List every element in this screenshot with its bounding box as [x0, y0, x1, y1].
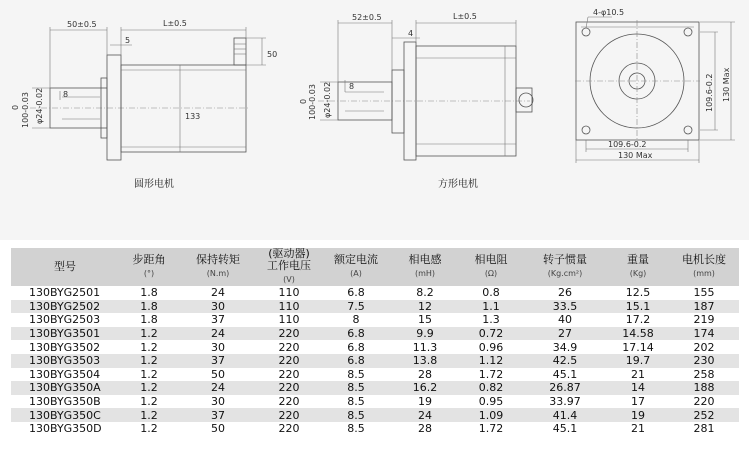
table-cell: 220	[278, 381, 300, 395]
model-cell: 130BYG2502	[29, 299, 101, 313]
table-cell: 110	[278, 313, 300, 327]
table-cell: 6.8	[347, 340, 365, 354]
square-dim-4: 4	[408, 29, 414, 38]
model-cell: 130BYG3504	[29, 367, 101, 381]
table-cell: 21	[631, 367, 645, 381]
header-label: 相电感	[408, 253, 442, 266]
table-cell: 0.95	[478, 395, 504, 409]
header-unit: (N.m)	[206, 269, 230, 278]
table-row	[11, 395, 739, 409]
flange-dim-bolt-v: 109.6-0.2	[705, 73, 714, 112]
bolt-hole-top-right	[684, 28, 692, 36]
table-cell: 19	[418, 395, 432, 409]
header-label: 保持转矩	[196, 253, 240, 266]
header-cell	[11, 248, 119, 286]
table-cell: 1.2	[140, 408, 158, 422]
round-motor-caption: 圆形电机	[134, 179, 174, 190]
header-label: 相电阻	[474, 253, 508, 266]
table-cell: 24	[418, 408, 432, 422]
table-cell: 1.2	[140, 354, 158, 368]
table-cell: 34.9	[552, 340, 578, 354]
table-cell: 45.1	[552, 367, 578, 381]
square-dim-shaft-100: 100-0.03	[308, 84, 317, 120]
table-cell: 26	[558, 286, 572, 300]
table-cell: 15	[418, 313, 432, 327]
header-unit: (Kg.cm²)	[547, 269, 583, 278]
table-cell: 187	[693, 299, 715, 313]
table-row	[11, 300, 739, 314]
table-cell: 219	[693, 313, 715, 327]
table-cell: 1.8	[140, 313, 158, 327]
bolt-hole-bottom-left	[582, 126, 590, 134]
round-dim-L: L±0.5	[163, 19, 187, 28]
square-dim-shaft-0: 0	[299, 98, 308, 104]
table-cell: 1.3	[482, 313, 500, 327]
table-cell: 12.5	[625, 286, 651, 300]
table-cell: 6.8	[347, 286, 365, 300]
table-cell: 1.2	[140, 422, 158, 436]
table-cell: 252	[693, 408, 715, 422]
table-cell: 202	[693, 340, 715, 354]
header-unit: (mm)	[693, 269, 715, 278]
table-cell: 19	[631, 408, 645, 422]
table-cell: 110	[278, 286, 300, 300]
header-label: 重量	[627, 253, 649, 266]
table-row	[11, 313, 739, 327]
table-row	[11, 286, 739, 300]
table-cell: 220	[278, 408, 300, 422]
table-cell: 30	[211, 395, 225, 409]
table-cell: 12	[418, 299, 432, 313]
table-cell: 11.3	[412, 340, 438, 354]
spec-table	[11, 248, 739, 436]
header-cell	[607, 248, 669, 286]
table-cell: 220	[278, 395, 300, 409]
spec-table-body	[11, 286, 739, 436]
header-label: 步距角	[132, 253, 166, 266]
table-cell: 41.4	[552, 408, 578, 422]
header-cell	[669, 248, 739, 286]
table-cell: 14.58	[622, 327, 654, 341]
table-cell: 8.5	[347, 408, 365, 422]
table-cell: 30	[211, 340, 225, 354]
table-cell: 1.72	[478, 367, 504, 381]
table-cell: 1.1	[482, 299, 500, 313]
model-cell: 130BYG2501	[29, 286, 101, 300]
model-cell: 130BYG350D	[29, 422, 102, 436]
table-cell: 110	[278, 299, 300, 313]
table-cell: 50	[211, 367, 225, 381]
table-cell: 1.8	[140, 286, 158, 300]
table-cell: 174	[693, 327, 715, 341]
table-cell: 8.2	[416, 286, 434, 300]
table-cell: 26.87	[549, 381, 581, 395]
table-row	[11, 354, 739, 368]
header-label: (驱动器)	[268, 247, 310, 260]
header-label: 电机长度	[682, 253, 726, 266]
flange-dim-max-v: 130 Max	[722, 67, 731, 102]
table-cell: 1.12	[478, 354, 504, 368]
header-cell	[119, 248, 179, 286]
table-cell: 6.8	[347, 354, 365, 368]
table-cell: 6.8	[347, 327, 365, 341]
round-dim-50-05: 50±0.5	[67, 20, 97, 29]
table-cell: 27	[558, 327, 572, 341]
header-label: 工作电压	[267, 259, 311, 272]
header-unit: (V)	[283, 275, 295, 284]
bolt-hole-bottom-right	[684, 126, 692, 134]
table-cell: 37	[211, 313, 225, 327]
bolt-hole-top-left	[582, 28, 590, 36]
table-cell: 50	[211, 422, 225, 436]
table-cell: 155	[693, 286, 715, 300]
header-row	[11, 248, 739, 286]
square-dim-L: L±0.5	[453, 12, 477, 21]
table-cell: 0.82	[478, 381, 504, 395]
table-cell: 9.9	[416, 327, 434, 341]
table-cell: 8.5	[347, 367, 365, 381]
table-row	[11, 381, 739, 395]
header-unit: (Kg)	[629, 269, 647, 278]
header-cell	[257, 248, 321, 286]
table-cell: 40	[558, 313, 572, 327]
model-cell: 130BYG350A	[29, 381, 101, 395]
model-cell: 130BYG3501	[29, 327, 101, 341]
square-motor-drawing	[299, 12, 533, 190]
table-cell: 1.2	[140, 381, 158, 395]
table-cell: 17.2	[625, 313, 651, 327]
table-cell: 37	[211, 354, 225, 368]
header-label: 额定电流	[334, 253, 378, 266]
square-dim-52: 52±0.5	[352, 13, 382, 22]
table-cell: 0.96	[478, 340, 504, 354]
table-cell: 15.1	[625, 299, 651, 313]
header-cell	[459, 248, 523, 286]
table-cell: 37	[211, 408, 225, 422]
model-cell: 130BYG2503	[29, 313, 101, 327]
table-cell: 8	[352, 313, 360, 327]
header-cell	[179, 248, 257, 286]
table-row	[11, 368, 739, 382]
table-cell: 45.1	[552, 422, 578, 436]
table-cell: 16.2	[412, 381, 438, 395]
round-dim-50: 50	[267, 50, 278, 59]
round-dim-5: 5	[125, 36, 131, 45]
table-row	[11, 327, 739, 341]
table-cell: 8.5	[347, 395, 365, 409]
table-cell: 24	[211, 286, 225, 300]
table-cell: 19.7	[625, 354, 651, 368]
table-cell: 1.8	[140, 299, 158, 313]
model-cell: 130BYG350C	[29, 408, 101, 422]
table-cell: 1.2	[140, 395, 158, 409]
flange-dim-max-h: 130 Max	[618, 151, 653, 160]
table-cell: 220	[693, 395, 715, 409]
flange-front-view	[575, 8, 735, 163]
table-cell: 24	[211, 381, 225, 395]
table-cell: 220	[278, 367, 300, 381]
round-dim-shaft-0: 0	[11, 104, 20, 110]
header-unit: (Ω)	[484, 269, 498, 278]
table-cell: 188	[693, 381, 715, 395]
table-cell: 230	[693, 354, 715, 368]
round-dim-shaft-100: 100-0.03	[21, 92, 30, 128]
table-cell: 8.5	[347, 381, 365, 395]
table-cell: 1.2	[140, 340, 158, 354]
header-label: 型号	[54, 260, 76, 273]
table-cell: 21	[631, 422, 645, 436]
model-cell: 130BYG3503	[29, 354, 101, 368]
table-cell: 220	[278, 327, 300, 341]
table-cell: 281	[693, 422, 715, 436]
round-dim-133: 133	[185, 112, 201, 121]
table-row	[11, 340, 739, 354]
table-cell: 14	[631, 381, 645, 395]
table-cell: 30	[211, 299, 225, 313]
flange-dim-bolt-h: 109.6-0.2	[608, 140, 647, 149]
table-cell: 7.5	[347, 299, 365, 313]
table-cell: 8.5	[347, 422, 365, 436]
square-dim-shaft-24: φ24-0.02	[323, 81, 332, 118]
model-cell: 130BYG350B	[29, 395, 101, 409]
table-cell: 42.5	[552, 354, 578, 368]
header-cell	[321, 248, 391, 286]
round-motor-drawing	[11, 19, 277, 190]
table-cell: 28	[418, 367, 432, 381]
table-cell: 17	[631, 395, 645, 409]
table-cell: 0.72	[478, 327, 504, 341]
square-motor-caption: 方形电机	[438, 179, 478, 190]
table-row	[11, 422, 739, 436]
table-cell: 220	[278, 422, 300, 436]
square-dim-8: 8	[349, 82, 355, 91]
table-cell: 33.97	[549, 395, 581, 409]
header-unit: (mH)	[414, 269, 436, 278]
header-label: 转子惯量	[543, 253, 587, 266]
table-cell: 220	[278, 340, 300, 354]
table-cell: 220	[278, 354, 300, 368]
table-cell: 1.09	[478, 408, 504, 422]
header-cell	[523, 248, 607, 286]
table-cell: 13.8	[412, 354, 438, 368]
table-cell: 1.72	[478, 422, 504, 436]
table-cell: 1.2	[140, 327, 158, 341]
table-cell: 17.14	[622, 340, 654, 354]
table-cell: 258	[693, 367, 715, 381]
header-unit: (A)	[350, 269, 362, 278]
spec-table-header	[11, 248, 739, 286]
table-cell: 28	[418, 422, 432, 436]
round-dim-shaft-24: φ24-0.02	[35, 87, 44, 124]
round-dim-8: 8	[63, 90, 69, 99]
table-cell: 33.5	[552, 299, 578, 313]
table-cell: 1.2	[140, 367, 158, 381]
header-unit: (°)	[143, 269, 155, 278]
header-cell	[391, 248, 459, 286]
model-cell: 130BYG3502	[29, 340, 101, 354]
table-cell: 0.8	[482, 286, 500, 300]
flange-holes-label: 4-φ10.5	[593, 8, 625, 17]
table-row	[11, 408, 739, 422]
table-cell: 24	[211, 327, 225, 341]
